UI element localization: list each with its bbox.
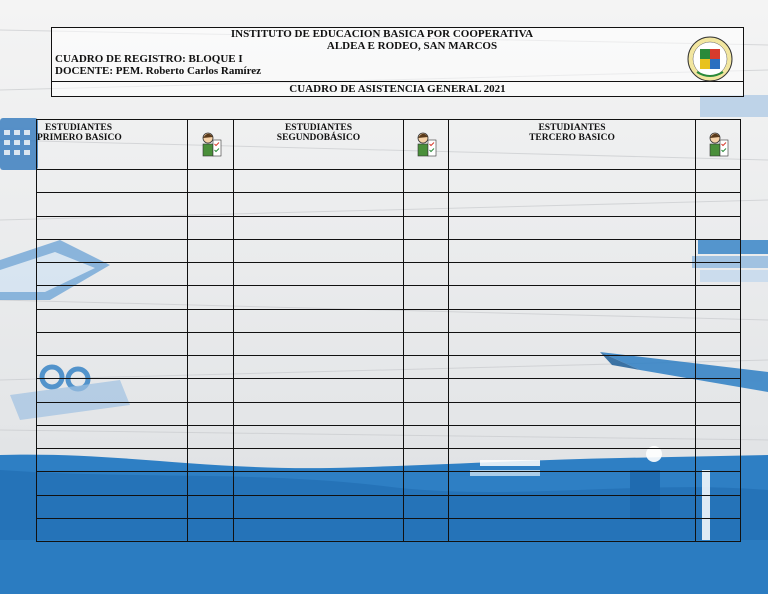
teacher-checklist-icon bbox=[707, 130, 729, 160]
column-header-primero bbox=[37, 120, 188, 170]
attendance-cell[interactable] bbox=[404, 286, 449, 309]
attendance-cell[interactable] bbox=[696, 472, 741, 495]
attendance-cell[interactable] bbox=[404, 309, 449, 332]
student-name-cell[interactable] bbox=[449, 356, 696, 379]
attendance-cell[interactable] bbox=[696, 263, 741, 286]
attendance-cell[interactable] bbox=[696, 216, 741, 239]
table-row bbox=[37, 495, 741, 518]
column-header-grade: TERCERO BASICO bbox=[529, 133, 615, 143]
student-name-cell[interactable] bbox=[234, 263, 404, 286]
student-name-cell[interactable] bbox=[234, 379, 404, 402]
attendance-cell[interactable] bbox=[188, 286, 234, 309]
table-row bbox=[37, 286, 741, 309]
student-name-cell[interactable] bbox=[449, 495, 696, 518]
student-name-cell[interactable] bbox=[37, 518, 188, 541]
attendance-cell[interactable] bbox=[696, 332, 741, 355]
student-name-cell[interactable] bbox=[234, 239, 404, 262]
attendance-cell[interactable] bbox=[188, 170, 234, 193]
student-name-cell[interactable] bbox=[449, 170, 696, 193]
table-row bbox=[37, 402, 741, 425]
attendance-cell[interactable] bbox=[188, 239, 234, 262]
table-row bbox=[37, 332, 741, 355]
student-name-cell[interactable] bbox=[234, 449, 404, 472]
table-row bbox=[37, 356, 741, 379]
attendance-cell[interactable] bbox=[696, 193, 741, 216]
attendance-cell[interactable] bbox=[404, 356, 449, 379]
institute-line-1: INSTITUTO DE EDUCACION BASICA POR COOPERATIVA bbox=[230, 28, 534, 40]
attendance-cell[interactable] bbox=[188, 332, 234, 355]
attendance-cell[interactable] bbox=[696, 286, 741, 309]
column-header-line: ESTUDIANTES bbox=[284, 123, 353, 133]
table-row bbox=[37, 309, 741, 332]
column-header-segundo bbox=[234, 120, 404, 170]
attendance-cell[interactable] bbox=[696, 239, 741, 262]
school-crest-icon bbox=[687, 36, 733, 82]
student-name-cell[interactable] bbox=[449, 193, 696, 216]
attendance-cell[interactable] bbox=[696, 379, 741, 402]
student-name-cell[interactable] bbox=[37, 263, 188, 286]
attendance-cell[interactable] bbox=[188, 518, 234, 541]
attendance-table bbox=[36, 119, 741, 542]
column-header-line: ESTUDIANTES bbox=[45, 123, 113, 133]
attendance-cell[interactable] bbox=[404, 239, 449, 262]
student-name-cell[interactable] bbox=[234, 309, 404, 332]
student-name-cell[interactable] bbox=[449, 332, 696, 355]
table-row bbox=[37, 379, 741, 402]
attendance-cell[interactable] bbox=[696, 495, 741, 518]
attendance-cell[interactable] bbox=[188, 193, 234, 216]
attendance-cell[interactable] bbox=[188, 495, 234, 518]
attendance-cell[interactable] bbox=[404, 449, 449, 472]
docente-label: DOCENTE: PEM. Roberto Carlos Ramírez bbox=[55, 65, 262, 77]
attendance-cell[interactable] bbox=[188, 472, 234, 495]
column-header-line: ESTUDIANTES bbox=[538, 123, 606, 133]
attendance-cell[interactable] bbox=[696, 425, 741, 448]
student-name-cell[interactable] bbox=[449, 472, 696, 495]
attendance-cell[interactable] bbox=[404, 402, 449, 425]
institute-name bbox=[202, 28, 562, 52]
attendance-cell[interactable] bbox=[696, 402, 741, 425]
registro-label: CUADRO DE REGISTRO: BLOQUE I bbox=[55, 53, 243, 65]
student-name-cell[interactable] bbox=[234, 216, 404, 239]
student-name-cell[interactable] bbox=[234, 402, 404, 425]
student-name-cell[interactable] bbox=[234, 425, 404, 448]
student-name-cell[interactable] bbox=[37, 402, 188, 425]
student-name-cell[interactable] bbox=[37, 309, 188, 332]
attendance-cell[interactable] bbox=[696, 356, 741, 379]
student-name-cell[interactable] bbox=[37, 332, 188, 355]
attendance-cell[interactable] bbox=[188, 356, 234, 379]
student-name-cell[interactable] bbox=[37, 449, 188, 472]
attendance-cell[interactable] bbox=[188, 379, 234, 402]
student-name-cell[interactable] bbox=[37, 286, 188, 309]
table-row bbox=[37, 263, 741, 286]
calculator-art bbox=[0, 118, 38, 170]
student-name-cell[interactable] bbox=[37, 216, 188, 239]
student-name-cell[interactable] bbox=[234, 495, 404, 518]
institute-line-2: ALDEA E RODEO, SAN MARCOS bbox=[326, 40, 498, 52]
attendance-icon-cell bbox=[696, 120, 741, 170]
student-name-cell[interactable] bbox=[449, 402, 696, 425]
attendance-cell[interactable] bbox=[696, 309, 741, 332]
student-name-cell[interactable] bbox=[37, 239, 188, 262]
attendance-cell[interactable] bbox=[188, 309, 234, 332]
attendance-cell[interactable] bbox=[404, 263, 449, 286]
attendance-cell[interactable] bbox=[696, 449, 741, 472]
table-row bbox=[37, 472, 741, 495]
attendance-cell[interactable] bbox=[188, 402, 234, 425]
student-name-cell[interactable] bbox=[37, 379, 188, 402]
student-name-cell[interactable] bbox=[234, 472, 404, 495]
attendance-cell[interactable] bbox=[404, 495, 449, 518]
student-name-cell[interactable] bbox=[37, 425, 188, 448]
table-row bbox=[37, 193, 741, 216]
student-name-cell[interactable] bbox=[449, 425, 696, 448]
attendance-cell[interactable] bbox=[404, 379, 449, 402]
table-row bbox=[37, 239, 741, 262]
student-name-cell[interactable] bbox=[449, 286, 696, 309]
attendance-cell[interactable] bbox=[404, 170, 449, 193]
student-name-cell[interactable] bbox=[449, 263, 696, 286]
attendance-cell[interactable] bbox=[696, 518, 741, 541]
table-row bbox=[37, 170, 741, 193]
column-header-tercero bbox=[449, 120, 696, 170]
table-row bbox=[37, 518, 741, 541]
document-header bbox=[51, 27, 744, 97]
teacher-checklist-icon bbox=[415, 130, 437, 160]
attendance-cell[interactable] bbox=[188, 263, 234, 286]
attendance-cell[interactable] bbox=[404, 216, 449, 239]
student-name-cell[interactable] bbox=[234, 356, 404, 379]
student-name-cell[interactable] bbox=[449, 239, 696, 262]
attendance-icon-cell bbox=[188, 120, 234, 170]
student-name-cell[interactable] bbox=[37, 356, 188, 379]
table-header-row bbox=[37, 120, 741, 170]
column-header-grade: SEGUNDOBÁSICO bbox=[276, 133, 361, 143]
page-title: CUADRO DE ASISTENCIA GENERAL 2021 bbox=[52, 81, 743, 96]
attendance-cell[interactable] bbox=[188, 449, 234, 472]
student-name-cell[interactable] bbox=[449, 379, 696, 402]
attendance-cell[interactable] bbox=[696, 170, 741, 193]
student-name-cell[interactable] bbox=[449, 309, 696, 332]
student-name-cell[interactable] bbox=[234, 332, 404, 355]
table-row bbox=[37, 425, 741, 448]
student-name-cell[interactable] bbox=[37, 495, 188, 518]
student-name-cell[interactable] bbox=[37, 170, 188, 193]
student-name-cell[interactable] bbox=[37, 193, 188, 216]
attendance-cell[interactable] bbox=[188, 216, 234, 239]
table-row bbox=[37, 216, 741, 239]
teacher-checklist-icon bbox=[200, 130, 222, 160]
attendance-rows bbox=[37, 170, 741, 542]
student-name-cell[interactable] bbox=[234, 193, 404, 216]
student-name-cell[interactable] bbox=[37, 472, 188, 495]
attendance-cell[interactable] bbox=[404, 425, 449, 448]
student-name-cell[interactable] bbox=[449, 518, 696, 541]
student-name-cell[interactable] bbox=[234, 518, 404, 541]
student-name-cell[interactable] bbox=[449, 216, 696, 239]
attendance-cell[interactable] bbox=[404, 193, 449, 216]
table-row bbox=[37, 449, 741, 472]
student-name-cell[interactable] bbox=[234, 170, 404, 193]
attendance-cell[interactable] bbox=[404, 472, 449, 495]
column-header-grade: PRIMERO BASICO bbox=[37, 133, 122, 143]
attendance-cell[interactable] bbox=[404, 332, 449, 355]
attendance-cell[interactable] bbox=[188, 425, 234, 448]
student-name-cell[interactable] bbox=[449, 449, 696, 472]
student-name-cell[interactable] bbox=[234, 286, 404, 309]
attendance-cell[interactable] bbox=[404, 518, 449, 541]
attendance-icon-cell bbox=[404, 120, 449, 170]
